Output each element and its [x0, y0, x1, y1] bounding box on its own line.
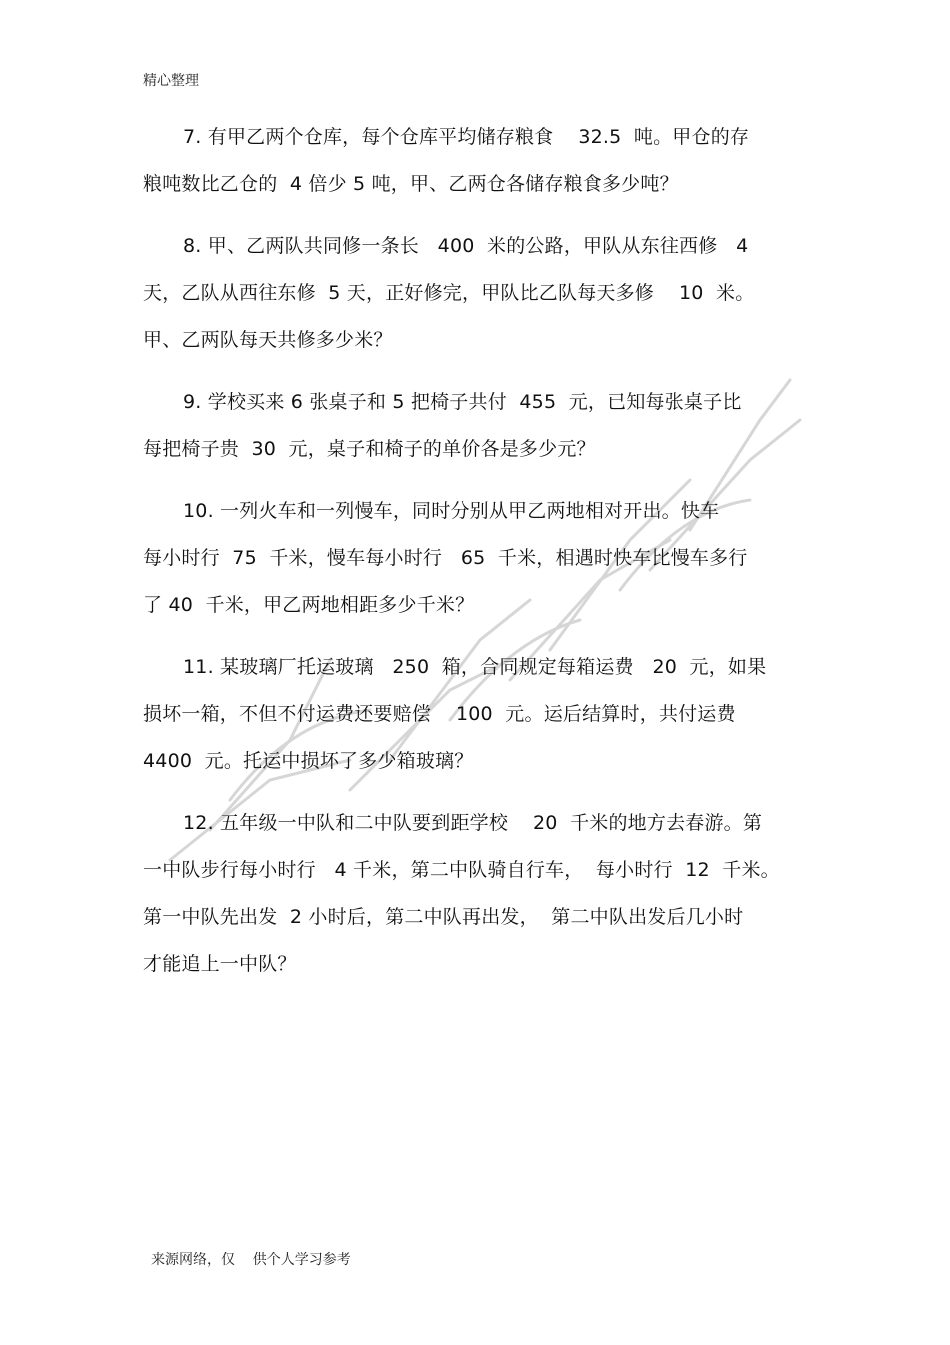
problem-line: 8. 甲、乙两队共同修一条长 400 米的公路，甲队从东往西修 4	[183, 235, 749, 257]
problem-line: 每小时行 75 千米，慢车每小时行 65 千米，相遇时快车比慢车多行	[143, 547, 748, 569]
problem-line: 损坏一箱，不但不付运费还要赔偿 100 元。运后结算时，共付运费	[143, 703, 736, 725]
problem-item	[143, 499, 813, 617]
problem-list	[143, 125, 813, 1014]
problem-line: 粮吨数比乙仓的 4 倍少 5 吨，甲、乙两仓各储存粮食多少吨？	[143, 173, 679, 195]
problem-item	[143, 125, 813, 196]
problem-line: 7. 有甲乙两个仓库，每个仓库平均储存粮食 32.5 吨。甲仓的存	[183, 126, 750, 148]
problem-item	[143, 655, 813, 773]
problem-line: 甲、乙两队每天共修多少米？	[143, 329, 393, 351]
problem-item	[143, 811, 813, 976]
problem-line: 每把椅子贵 30 元，桌子和椅子的单价各是多少元？	[143, 438, 596, 460]
problem-line: 一中队步行每小时行 4 千米，第二中队骑自行车， 每小时行 12 千米。	[143, 859, 780, 881]
problem-line: 11. 某玻璃厂托运玻璃 250 箱，合同规定每箱运费 20 元，如果	[183, 656, 767, 678]
problem-item	[143, 234, 813, 352]
problem-line: 才能追上一中队？	[143, 953, 297, 975]
problem-line: 了 40 千米，甲乙两地相距多少千米？	[143, 594, 475, 616]
problem-line: 4400 元。托运中损坏了多少箱玻璃？	[143, 750, 474, 772]
page-footer: 来源网络，仅 供个人学习参考	[151, 1252, 351, 1268]
problem-line: 10. 一列火车和一列慢车，同时分别从甲乙两地相对开出。快车	[183, 500, 720, 522]
problem-item	[143, 390, 813, 461]
problem-line: 9. 学校买来 6 张桌子和 5 把椅子共付 455 元，已知每张桌子比	[183, 391, 742, 413]
problem-line: 第一中队先出发 2 小时后，第二中队再出发， 第二中队出发后几小时	[143, 906, 744, 928]
problem-line: 12. 五年级一中队和二中队要到距学校 20 千米的地方去春游。第	[183, 812, 763, 834]
page-header: 精心整理	[143, 73, 199, 89]
problem-line: 天，乙队从西往东修 5 天，正好修完，甲队比乙队每天多修 10 米。	[143, 282, 755, 304]
